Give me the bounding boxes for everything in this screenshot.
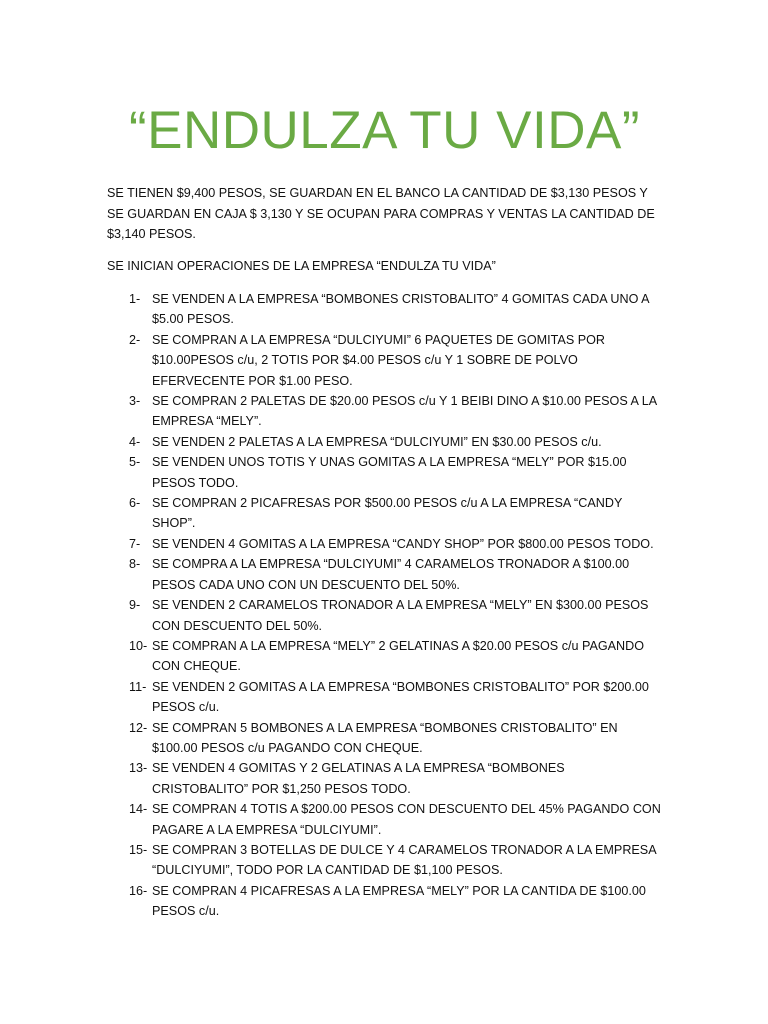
list-item-number: 5- (129, 455, 141, 470)
list-item (107, 840, 662, 881)
intro-paragraph: SE TIENEN $9,400 PESOS, SE GUARDAN EN EL BANCO LA CANTIDAD DE $3,130 PESOS Y SE GUARDAN EN CAJA $ 3,130 Y SE OCUPAN PARA COMPRAS Y VENTAS LA CANTIDAD DE $3,140 PESOS. (107, 186, 655, 241)
list-item-text: SE COMPRAN 5 BOMBONES A LA EMPRESA “BOMBONES CRISTOBALITO” EN $100.00 PESOS c/u PAGANDO CON CHEQUE. (152, 720, 618, 755)
list-item-number: 3- (129, 394, 141, 409)
list-item-number: 11- (129, 679, 147, 694)
document-title: “ENDULZA TU VIDA” (128, 101, 641, 160)
list-item (107, 758, 662, 799)
list-item-number: 10- (129, 638, 148, 653)
list-item (107, 799, 662, 840)
list-item-text: SE VENDEN 2 GOMITAS A LA EMPRESA “BOMBONES CRISTOBALITO” POR $200.00 PESOS c/u. (152, 679, 649, 715)
list-item-number: 9- (129, 598, 141, 613)
list-item-text: SE VENDEN 4 GOMITAS A LA EMPRESA “CANDY SHOP” POR $800.00 PESOS TODO. (152, 536, 654, 551)
list-item (107, 289, 662, 330)
list-item (107, 391, 662, 432)
list-item (107, 452, 662, 493)
list-item (107, 881, 662, 922)
list-item-text: SE VENDEN 2 PALETAS A LA EMPRESA “DULCIYUMI” EN $30.00 PESOS c/u. (152, 434, 602, 449)
start-paragraph: SE INICIAN OPERACIONES DE LA EMPRESA “ENDULZA TU VIDA” (107, 258, 496, 273)
list-item-number: 7- (129, 536, 141, 551)
list-item-text: SE VENDEN 2 CARAMELOS TRONADOR A LA EMPRESA “MELY” EN $300.00 PESOS CON DESCUENTO DEL 50%. (152, 598, 649, 633)
list-item (107, 636, 662, 677)
list-item-text: SE COMPRAN A LA EMPRESA “MELY” 2 GELATINAS A $20.00 PESOS c/u PAGANDO CON CHEQUE. (152, 638, 645, 674)
list-item (107, 677, 662, 718)
list-item-text: SE COMPRAN 4 PICAFRESAS A LA EMPRESA “MELY” POR LA CANTIDA DE $100.00 PESOS c/u. (152, 883, 646, 919)
list-item-text: SE COMPRAN 2 PALETAS DE $20.00 PESOS c/u Y 1 BEIBI DINO A $10.00 PESOS A LA EMPRESA “MELY”. (152, 394, 657, 429)
list-item-text: SE COMPRAN 3 BOTELLAS DE DULCE Y 4 CARAMELOS TRONADOR A LA EMPRESA “DULCIYUMI”, TODO POR LA CANTIDAD DE $1,100 PESOS. (152, 842, 656, 878)
list-item (107, 432, 662, 452)
list-item (107, 330, 662, 391)
operations-list (107, 289, 662, 922)
list-item-text: SE VENDEN A LA EMPRESA “BOMBONES CRISTOBALITO” 4 GOMITAS CADA UNO A $5.00 PESOS. (152, 292, 649, 327)
list-item-number: 16- (129, 883, 148, 898)
list-item (107, 534, 662, 554)
list-item-number: 6- (129, 496, 141, 511)
list-item-number: 4- (129, 434, 141, 449)
list-item-number: 15- (129, 842, 148, 857)
list-item-number: 13- (129, 761, 148, 776)
list-item-text: SE VENDEN 4 GOMITAS Y 2 GELATINAS A LA EMPRESA “BOMBONES CRISTOBALITO” POR $1,250 PESOS TODO. (152, 761, 565, 796)
list-item (107, 718, 662, 759)
list-item-number: 14- (129, 802, 148, 817)
list-item (107, 493, 662, 534)
list-item-text: SE COMPRAN 2 PICAFRESAS POR $500.00 PESOS c/u A LA EMPRESA “CANDY SHOP”. (152, 496, 623, 531)
list-item-number: 12- (129, 720, 148, 735)
list-item-number: 2- (129, 332, 141, 347)
list-item (107, 554, 662, 595)
list-item-text: SE COMPRA A LA EMPRESA “DULCIYUMI” 4 CARAMELOS TRONADOR A $100.00 PESOS CADA UNO CON UN DESCUENTO DEL 50%. (152, 557, 630, 592)
list-item-number: 8- (129, 557, 141, 572)
list-item-number: 1- (129, 292, 141, 306)
list-item-text: SE COMPRAN 4 TOTIS A $200.00 PESOS CON DESCUENTO DEL 45% PAGANDO CON PAGARE A LA EMPRESA “DULCIYUMI”. (152, 802, 661, 837)
list-item-text: SE COMPRAN A LA EMPRESA “DULCIYUMI” 6 PAQUETES DE GOMITAS POR $10.00PESOS c/u, 2 TOTIS POR $4.00 PESOS c/u Y 1 SOBRE DE POLVO EFERVECENTE POR $1.00 PESO. (152, 332, 606, 388)
list-item (107, 595, 662, 636)
list-item-text: SE VENDEN UNOS TOTIS Y UNAS GOMITAS A LA EMPRESA “MELY” POR $15.00 PESOS TODO. (152, 455, 627, 490)
